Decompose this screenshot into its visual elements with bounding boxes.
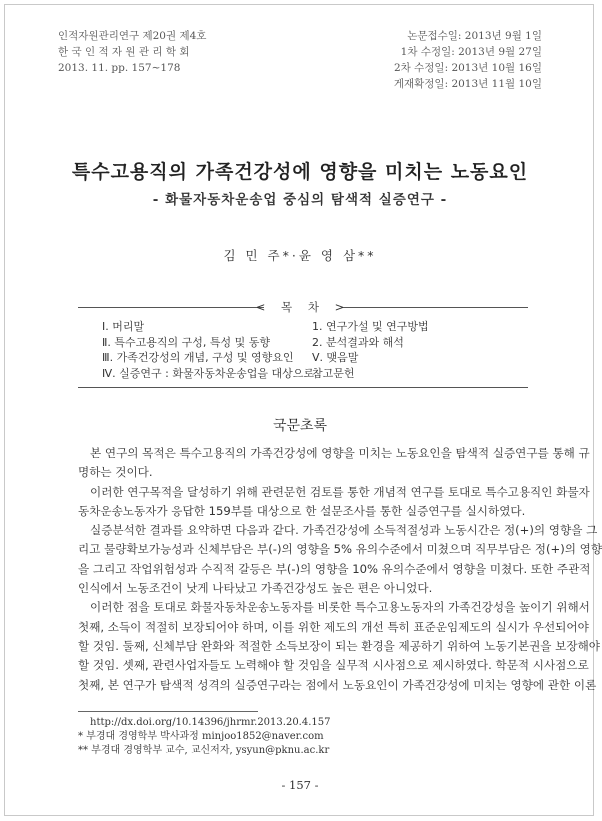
footnote: * 부경대 경영학부 박사과정 minjoo1852@naver.com xyxy=(78,731,324,742)
abstract-line: 명하는 것이다. xyxy=(78,465,153,480)
toc-item: 참고문헌 xyxy=(312,366,355,380)
toc-item: Ⅳ. 실증연구 : 화물자동차운송업을 대상으로 xyxy=(102,366,314,380)
abstract-line: 인식에서 노동조건이 낫게 나타났고 가족건강성도 높은 편은 아니었다. xyxy=(78,581,433,596)
paper-title: 특수고용직의 가족건강성에 영향을 미치는 노동요인 xyxy=(71,161,529,183)
abstract-body xyxy=(78,444,602,695)
journal-info xyxy=(58,28,206,76)
abstract-line: 첫째, 본 연구가 탐색적 성격의 실증연구라는 점에서 노동요인이 가족건강성에 미치는 영향에 관한 이론 xyxy=(78,677,597,692)
abstract-line: 할 것임. 셋째, 관련사업자들도 노력해야 할 것임을 실무적 시사점으로 제시하였다. 학문적 시사점으로 xyxy=(78,658,589,673)
abstract-line: 본 연구의 목적은 특수고용직의 가족건강성에 영향을 미치는 노동요인을 탐색적 실증연구를 통해 규 xyxy=(90,446,590,460)
footnotes xyxy=(78,716,330,758)
authors: 김 민 주*·윤 영 삼** xyxy=(223,248,377,263)
abstract-line: 을 그리고 작업위험성과 수직적 갈등은 부(-)의 영향을 10% 유의수준에서 영향을 미쳤다. 또한 주관적 xyxy=(78,561,591,576)
abstract-line: 할 것임. 둘째, 신체부담 완화와 적절한 소득보장이 되는 환경을 제공하기 위하여 노동기본권을 보장해야 xyxy=(78,638,600,653)
page-number: - 157 - xyxy=(281,778,319,792)
date-line: 논문접수일: 2013년 9월 1일 xyxy=(407,30,542,42)
table-of-contents xyxy=(78,299,528,388)
doi-link[interactable]: http://dx.doi.org/10.14396/jhrmr.2013.20.4.157 xyxy=(90,717,331,728)
toc-item: Ⅲ. 가족건강성의 개념, 구성 및 영향요인 xyxy=(102,351,294,364)
abstract-heading: 국문초록 xyxy=(272,418,328,434)
toc-item: Ⅰ. 머리말 xyxy=(102,320,145,333)
toc-item: Ⅱ. 특수고용직의 구성, 특성 및 동향 xyxy=(102,335,271,349)
abstract-line: 리고 물량확보가능성과 신체부담은 부(-)의 영향을 5% 유의수준에서 미쳤으며 직무부담은 정(+)의 영향 xyxy=(78,542,602,557)
date-line: 2차 수정일: 2013년 10월 16일 xyxy=(393,62,542,74)
journal-info-line: 인적자원관리연구 제20권 제4호 xyxy=(58,30,207,42)
journal-info-line: 한 국 인 적 자 원 관 리 학 회 xyxy=(58,46,190,58)
toc-left-column xyxy=(102,319,314,381)
toc-item: 2. 분석결과와 해석 xyxy=(312,335,404,349)
toc-item: 1. 연구가설 및 연구방법 xyxy=(312,320,429,333)
abstract-line: 이러한 연구목적을 달성하기 위해 관련문헌 검토를 통한 개념적 연구를 토대로 특수고용직인 화물자 xyxy=(90,484,590,499)
footnote: ** 부경대 경영학부 교수, 교신저자, ysyun@pknu.ac.kr xyxy=(78,745,330,756)
toc-heading: < 목 차 > xyxy=(255,300,351,314)
journal-info-line: 2013. 11. pp. 157∼178 xyxy=(58,62,181,74)
abstract-line: 첫째, 소득이 적절히 보장되어야 하며, 이를 위한 제도의 개선 특히 표준운임제도의 실시가 우선되어야 xyxy=(78,619,589,634)
date-line: 1차 수정일: 2013년 9월 27일 xyxy=(400,46,542,58)
toc-right-column xyxy=(312,319,429,381)
toc-item: Ⅴ. 맺음말 xyxy=(312,351,359,364)
footnote-rule xyxy=(78,711,258,712)
abstract-line: 동차운송노동자가 응답한 159부를 대상으로 한 설문조사를 통한 실증연구를 실시하였다. xyxy=(78,503,526,518)
date-line: 게재확정일: 2013년 11월 10일 xyxy=(393,78,542,90)
paper-subtitle: - 화물자동차운송업 중심의 탐색적 실증연구 - xyxy=(152,192,448,208)
submission-dates xyxy=(394,28,542,92)
abstract-line: 이러한 점을 토대로 화물자동차운송노동자를 비롯한 특수고용노동자의 가족건강성을 높이기 위해서 xyxy=(90,600,590,615)
abstract-line: 실증분석한 결과를 요약하면 다음과 같다. 가족건강성에 소득적절성과 노동시간은 정(+)의 영향을 그 xyxy=(90,523,598,538)
